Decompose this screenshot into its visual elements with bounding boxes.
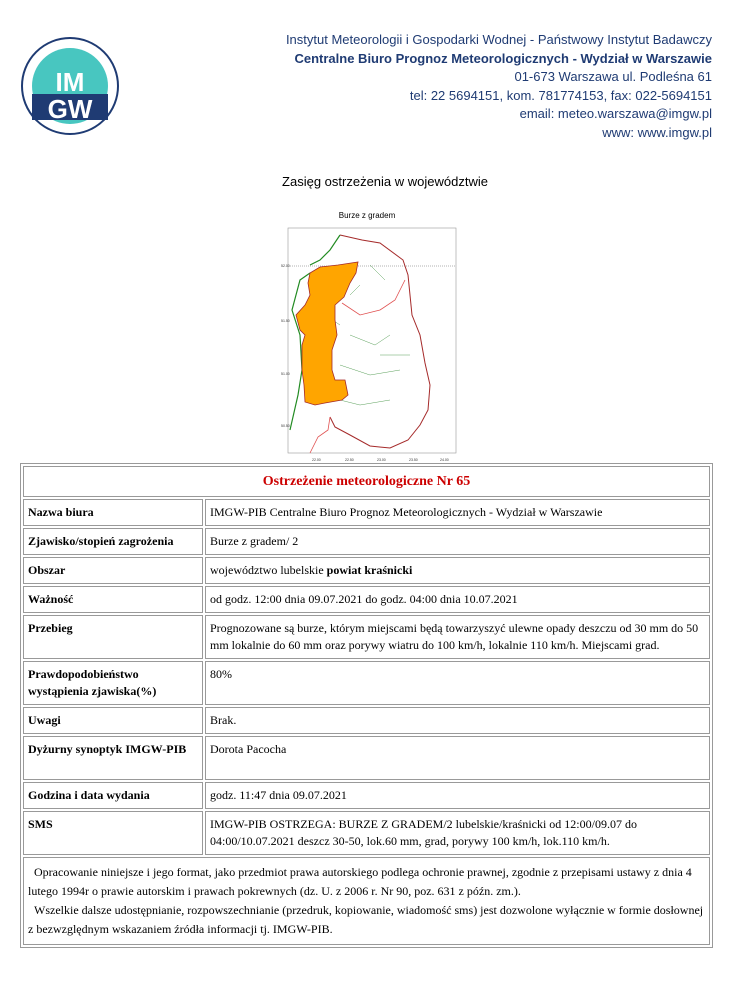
institute-name: Instytut Meteorologii i Gospodarki Wodnej - Państwowy Instytut Badawczy xyxy=(285,32,712,47)
address: 01-673 Warszawa ul. Podleśna 61 xyxy=(514,69,712,84)
svg-text:GW: GW xyxy=(47,94,93,124)
y-tick: 52.00 xyxy=(281,264,290,268)
y-tick: 50.50 xyxy=(281,424,290,428)
copyright-notice: Opracowanie niniejsze i jego format, jako przedmiot prawa autorskiego podlega ochronie prawnej, zgodnie z przepisami ustawy z dnia 4 lutego 1994r o prawie autorskim i prawach pokrewnych (dz. U. z 2006 r. Nr 90, poz. 631 z późn. zm.). Wszelkie dalsze udostępnianie, rozpowszechnianie (przedruk, kopiowanie, wiadomość sms) jest dozwolone wyłącznie w formie dosłownej z bezwzględnym wskazaniem źródła informacji tj. IMGW-PIB. xyxy=(23,857,710,945)
table-row: SMS IMGW-PIB OSTRZEGA: BURZE Z GRADEM/2 lubelskie/kraśnicki od 12:00/09.07 do 04:00/10.07.2021 deszcz 30-50, lok.60 mm, grad, porywy 100 km/h, lok.110 km/h. xyxy=(23,811,710,855)
y-tick: 51.50 xyxy=(281,319,290,323)
warning-map xyxy=(280,205,460,465)
warning-title: Ostrzeżenie meteorologiczne Nr 65 xyxy=(23,466,710,497)
x-tick: 22.00 xyxy=(312,458,321,462)
table-row: Dyżurny synoptyk IMGW-PIB Dorota Pacocha xyxy=(23,736,710,780)
table-row: Nazwa biura IMGW-PIB Centralne Biuro Prognoz Meteorologicznych - Wydział w Warszawie xyxy=(23,499,710,526)
phone: tel: 22 5694151, kom. 781774153, fax: 022-5694151 xyxy=(409,87,712,103)
table-row: Zjawisko/stopień zagrożenia Burze z gradem/ 2 xyxy=(23,528,710,555)
table-row: Prawdopodobieństwo wystąpienia zjawiska(%) 80% xyxy=(23,661,710,705)
page-subtitle: Zasięg ostrzeżenia w województwie xyxy=(282,174,488,189)
x-tick: 24.00 xyxy=(440,458,449,462)
website[interactable]: www: www.imgw.pl xyxy=(602,124,712,140)
x-tick: 23.00 xyxy=(377,458,386,462)
table-row: Ważność od godz. 12:00 dnia 09.07.2021 do godz. 04:00 dnia 10.07.2021 xyxy=(23,586,710,613)
imgw-logo xyxy=(20,36,120,136)
institution-header xyxy=(286,31,712,142)
table-row: Przebieg Prognozowane są burze, którym miejscami będą towarzyszyć ulewne opady deszczu od 30 mm do 50 mm lokalnie do 60 mm oraz porywy wiatru do 100 km/h, lokalnie 110 km/h. Miejscami grad. xyxy=(23,615,710,659)
table-row: Obszar województwo lubelskie powiat kraśnicki xyxy=(23,557,710,584)
svg-text:IM: IM xyxy=(55,67,85,97)
table-row: Uwagi Brak. xyxy=(23,707,710,734)
map-title: Burze z gradem xyxy=(338,211,396,220)
office-name: Centralne Biuro Prognoz Meteorologicznych - Wydział w Warszawie xyxy=(294,50,712,66)
y-tick: 51.00 xyxy=(281,372,290,376)
email[interactable]: email: meteo.warszawa@imgw.pl xyxy=(519,106,712,121)
warning-table xyxy=(20,463,713,948)
table-row: Godzina i data wydania godz. 11:47 dnia 09.07.2021 xyxy=(23,782,710,809)
x-tick: 22.50 xyxy=(345,458,354,462)
x-tick: 23.50 xyxy=(409,458,418,462)
